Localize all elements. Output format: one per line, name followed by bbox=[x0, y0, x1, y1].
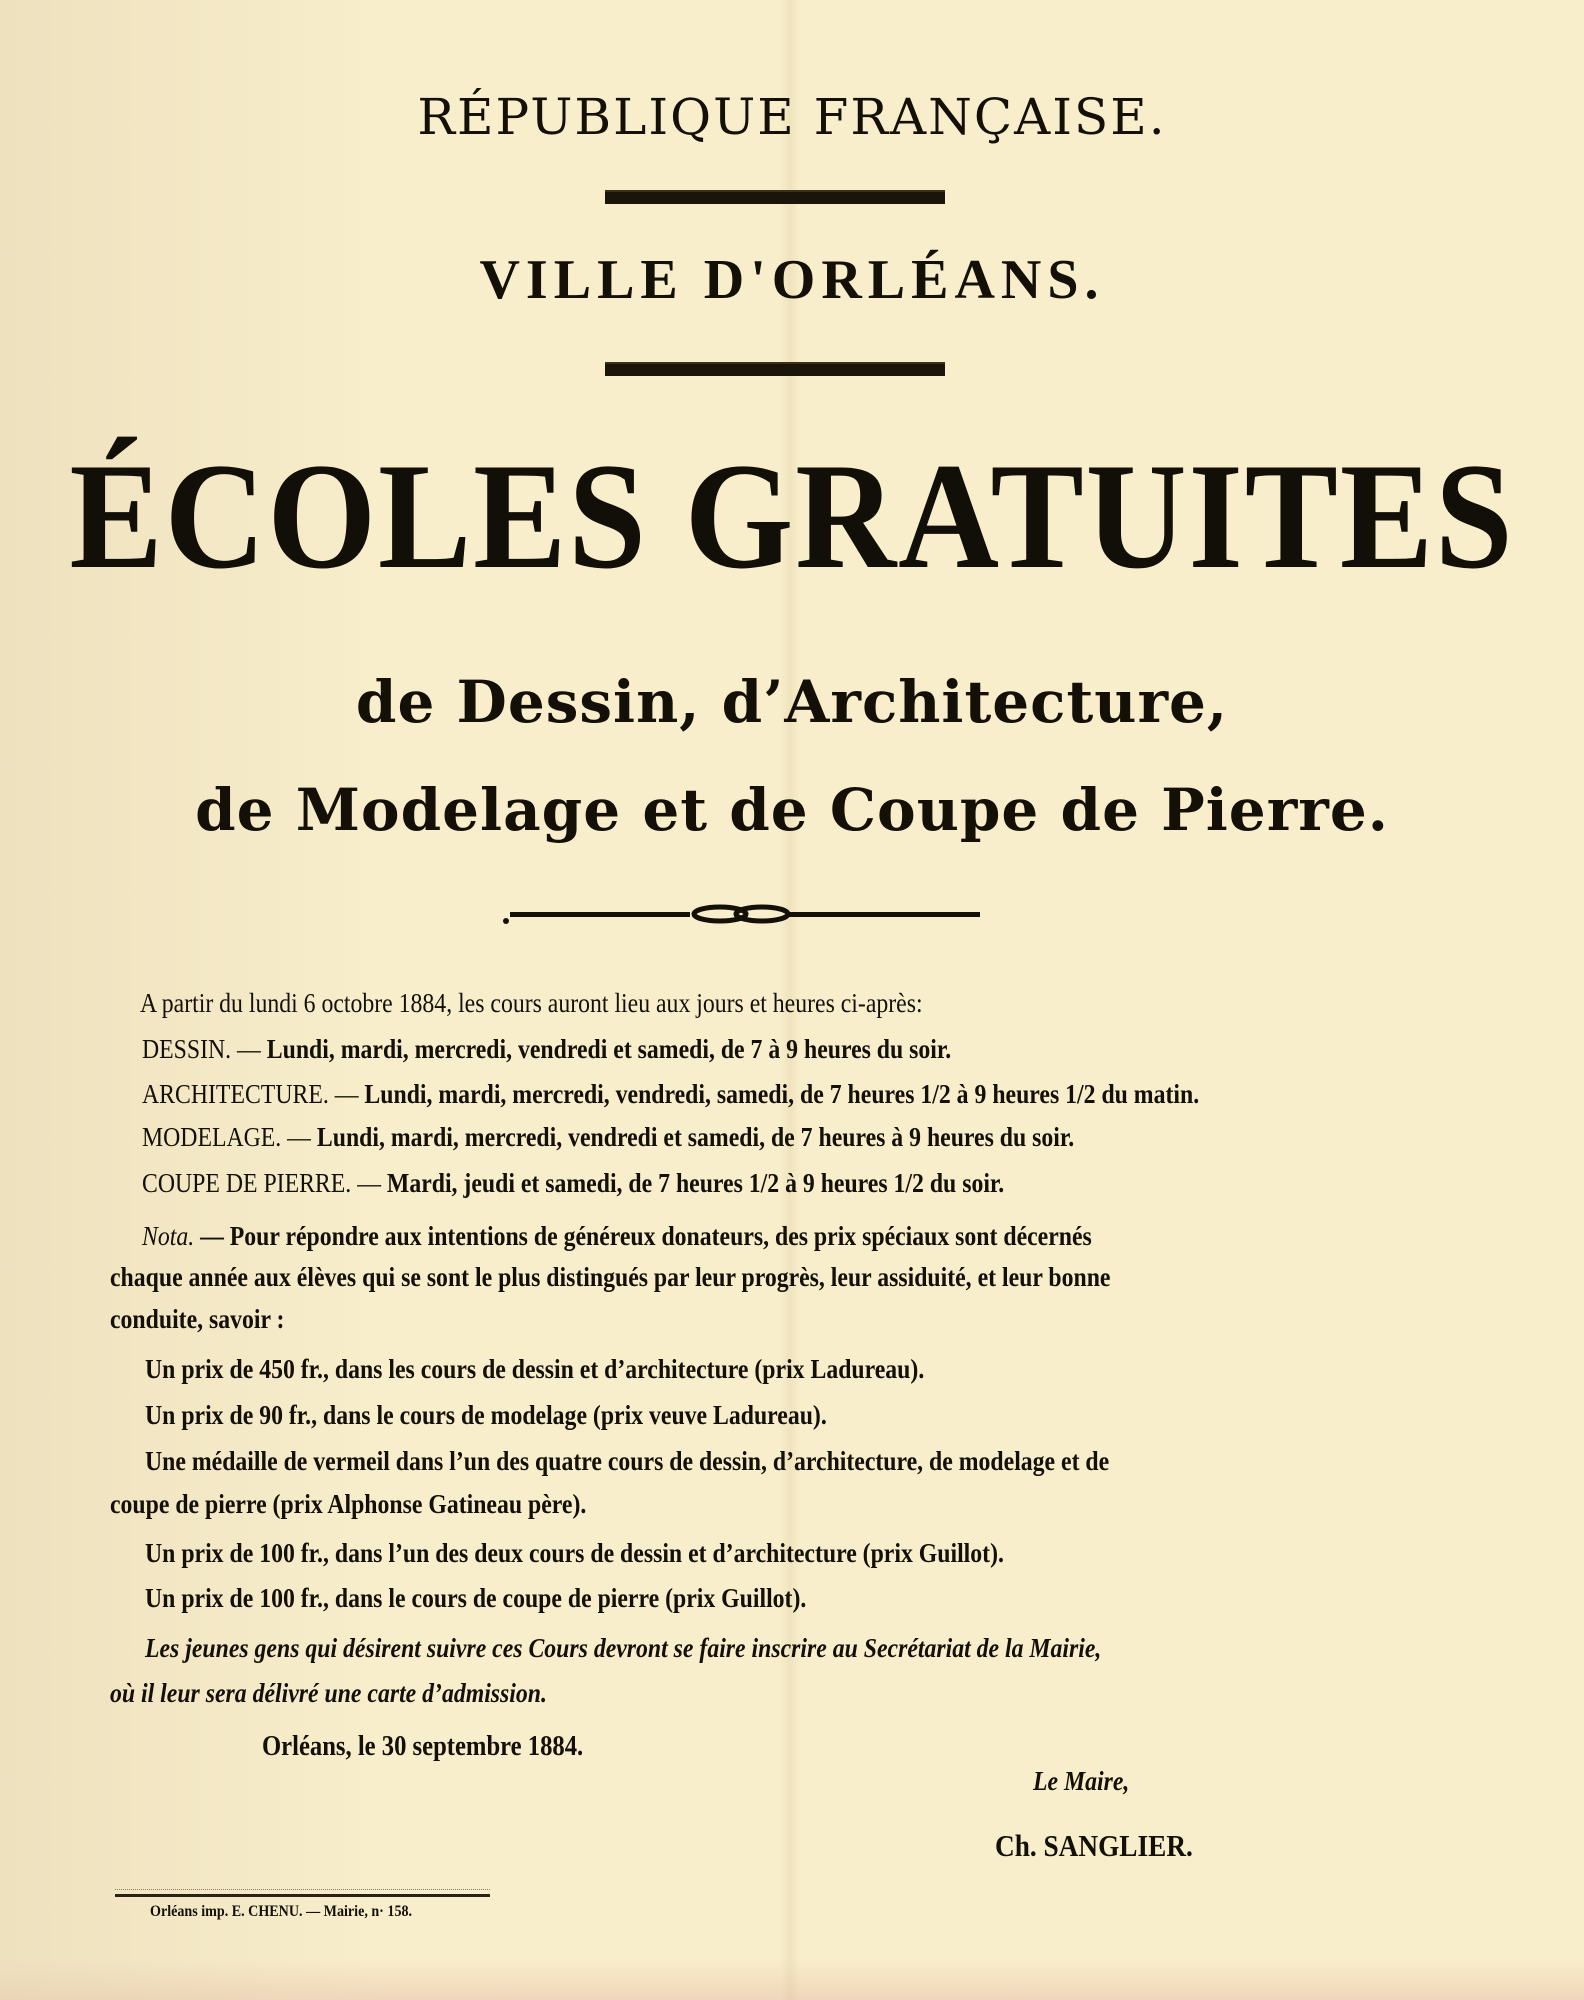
schedule-course: ARCHITECTURE. bbox=[142, 1079, 329, 1109]
intro-text: A partir du lundi 6 octobre 1884, les cours auront lieu aux jours et heures ci-après: bbox=[140, 988, 923, 1018]
printer-imprint: Orléans imp. E. CHENU. — Mairie, n· 158. bbox=[150, 1903, 413, 1920]
prize-item: Une médaille de vermeil dans l’un des quatre cours de dessin, d’architecture, de modelage et de bbox=[145, 1446, 1110, 1476]
schedule-row: DESSIN. — Lundi, mardi, mercredi, vendredi et samedi, de 7 à 9 heures du soir. bbox=[142, 1034, 952, 1064]
poster-subtitle-line1: de Dessin, d’Architecture, bbox=[355, 668, 1229, 736]
schedule-row: ARCHITECTURE. — Lundi, mardi, mercredi, vendredi, samedi, de 7 heures 1/2 à 9 heures 1/2 du matin. bbox=[142, 1079, 1200, 1109]
inscription-line: où il leur sera délivré une carte d’admission. bbox=[110, 1678, 547, 1708]
ville-heading: VILLE D'ORLÉANS. bbox=[479, 249, 1105, 311]
schedule-row: COUPE DE PIERRE. — Mardi, jeudi et samedi, de 7 heures 1/2 à 9 heures 1/2 du soir. bbox=[142, 1168, 1005, 1198]
prize-item: Un prix de 100 fr., dans l’un des deux cours de dessin et d’architecture (prix Guillot). bbox=[145, 1538, 1004, 1568]
poster-subtitle-line2: de Modelage et de Coupe de Pierre. bbox=[195, 776, 1389, 844]
schedule-row: MODELAGE. — Lundi, mardi, mercredi, vendredi et samedi, de 7 heures à 9 heures du soir. bbox=[142, 1122, 1075, 1152]
nota-line: Nota. — Pour répondre aux intentions de généreux donateurs, des prix spéciaux sont décernés bbox=[142, 1221, 1092, 1251]
poster-title: ÉCOLES GRATUITES bbox=[69, 432, 1515, 600]
prize-item: coupe de pierre (prix Alphonse Gatineau père). bbox=[110, 1489, 587, 1519]
nota-line: chaque année aux élèves qui se sont le plus distingués par leur progrès, leur assiduité, et leur bonne bbox=[110, 1262, 1111, 1292]
republique-heading: RÉPUBLIQUE FRANÇAISE. bbox=[417, 88, 1167, 146]
schedule-details: Lundi, mardi, mercredi, vendredi, samedi, de 7 heures 1/2 à 9 heures 1/2 du matin. bbox=[364, 1079, 1200, 1109]
nota-line: conduite, savoir : bbox=[110, 1304, 285, 1334]
schedule-details: Lundi, mardi, mercredi, vendredi et samedi, de 7 heures à 9 heures du soir. bbox=[316, 1122, 1075, 1152]
prize-item: Un prix de 90 fr., dans le cours de modelage (prix veuve Ladureau). bbox=[145, 1400, 827, 1430]
ornamental-divider-icon bbox=[500, 895, 1060, 935]
signature-title: Le Maire, bbox=[1033, 1766, 1130, 1796]
printer-rule-dotted bbox=[115, 1889, 490, 1891]
date-line: Orléans, le 30 septembre 1884. bbox=[262, 1731, 584, 1762]
schedule-course: COUPE DE PIERRE. bbox=[142, 1168, 352, 1198]
schedule-details: Mardi, jeudi et samedi, de 7 heures 1/2 à 9 heures 1/2 du soir. bbox=[386, 1168, 1005, 1198]
prize-item: Un prix de 450 fr., dans les cours de dessin et d’architecture (prix Ladureau). bbox=[145, 1354, 925, 1384]
inscription-line: Les jeunes gens qui désirent suivre ces Cours devront se faire inscrire au Secrétariat de la Mairie, bbox=[145, 1633, 1102, 1663]
printer-rule bbox=[115, 1894, 490, 1897]
header-rule-bottom bbox=[605, 362, 945, 376]
schedule-course: MODELAGE. bbox=[142, 1122, 282, 1152]
schedule-details: Lundi, mardi, mercredi, vendredi et samedi, de 7 à 9 heures du soir. bbox=[266, 1034, 952, 1064]
signature-name: Ch. SANGLIER. bbox=[995, 1828, 1193, 1863]
header-rule-top bbox=[605, 190, 945, 204]
prize-item: Un prix de 100 fr., dans le cours de coupe de pierre (prix Guillot). bbox=[145, 1583, 807, 1613]
schedule-course: DESSIN. bbox=[142, 1034, 232, 1064]
nota-label: Nota. bbox=[142, 1221, 195, 1251]
